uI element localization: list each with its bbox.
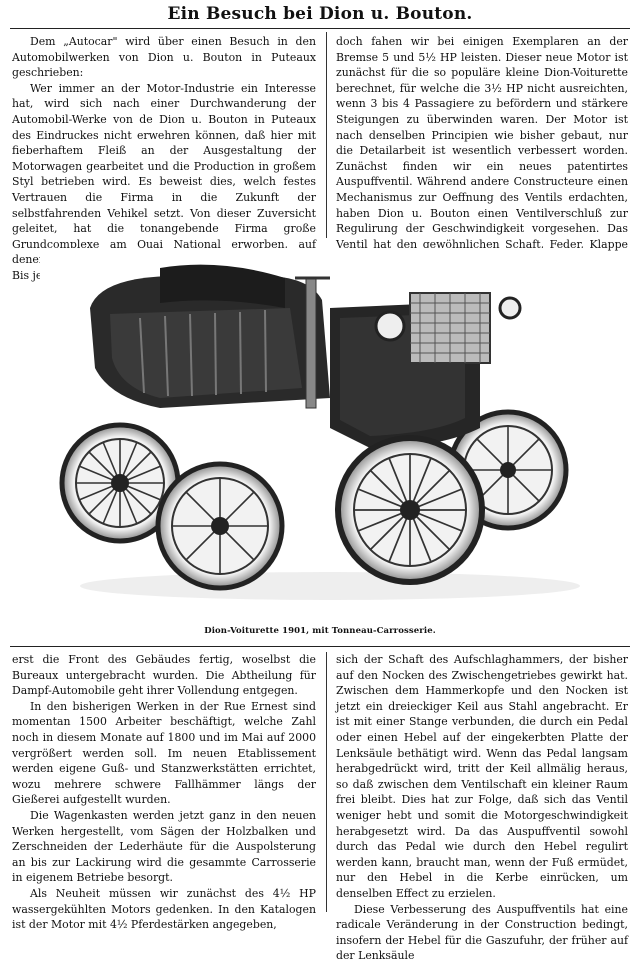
paragraph: Als Neuheit müssen wir zunächst des 4½ HP wassergekühlten Motors gedenken. In den Katalogen ist der Motor mit 4½ Pferdestärken angegeben, xyxy=(12,886,316,932)
article-title: Ein Besuch bei Dion u. Bouton. xyxy=(167,4,473,24)
paragraph: Diese Verbesserung des Auspuffventils hat eine radicale Veränderung in der Construction bedingt, insofern der Hebel für die Gaszufuhr, der früher auf der Lenksäule xyxy=(336,902,628,963)
paragraph: In den bisherigen Werken in der Rue Ernest sind momentan 1500 Arbeiter beschäftigt, welche Zahl noch in diesem Monate auf 1800 und im Mai auf 2000 vergrößert werden soll. Im neuen Etablissement werden eigene Guß- und Stanzwerkstätten errichtet, wozu mehrere schwere Fallhämmer längs der Gießerei aufgestellt wurden. xyxy=(12,699,316,807)
column-bottom-left xyxy=(12,652,316,933)
front-wheel xyxy=(338,438,482,582)
column-top-left xyxy=(12,34,316,284)
paragraph: Dem „Autocar" wird über einen Besuch in den Automobilwerken von Dion u. Bouton in Puteaux geschrieben: xyxy=(12,35,316,80)
column-divider xyxy=(326,32,327,238)
paragraph: doch fahen wir bei einigen Exemplaren an der Bremse 5 und 5½ HP leisten. Dieser neue Motor ist zunächst für die so populäre kleine Dion-Voiturette berechnet, für welche die 3½ HP nicht ausreichten, wenn 3 bis 4 Passagiere zu befördern und stärkere Steigungen zu überwinden waren. Der Motor ist nach denselben Principien wie bisher gebaut, nur die Detailarbeit ist wesentlich verbessert worden. Zunächst finden wir ein neues patentirtes Auspuffventil. Während andere Constructeure einen Mechanismus zur Oeffnung des Ventils erdachten, haben Dion u. Bouton einen Ventilverschluß zur Regulirung der Geschwindigkeit vorgesehen. Das Ventil hat den gewöhnlichen Schaft, Feder, Klappe und Splint; unterhalb derselben befindet xyxy=(336,35,628,267)
column-top-right xyxy=(336,34,628,268)
column-divider xyxy=(326,652,327,912)
car-photo xyxy=(40,248,600,620)
section-rule xyxy=(10,646,630,647)
photo-caption: Dion-Voiturette 1901, mit Tonneau-Carrosserie. xyxy=(204,626,436,636)
front-left-wheel xyxy=(158,464,282,588)
paragraph: Wer immer an der Motor-Industrie ein Interesse hat, wird sich nach einer Durchwanderung der Automobil-Werke von de Dion u. Bouton in Puteaux des Eindruckes nicht erwehren können, daß hier mit fieberhaftem Fleiß an der Ausgestaltung der Motorwagen gearbeitet und die Production in großem Styl betrieben wird. Es beweist dies, welch festes Vertrauen die Firma in die Zukunft der selbstfahrenden Vehikel setzt. Von dieser Zuversicht geleitet, hat die tonangebende Firma große Grundcomplexe am Quai National erworben, auf denen gigantische Fabriksgebäude aufgeführt werden. Bis jetzt ist aber xyxy=(12,81,316,282)
title-rule xyxy=(10,28,630,29)
paragraph: Die Wagenkasten werden jetzt ganz in den neuen Werken hergestellt, vom Sägen der Holzbalken und Zerschneiden der Lederhäute für die Auspolsterung an bis zur Lackirung wird die gesammte Carrosserie in eigenem Betriebe besorgt. xyxy=(12,808,316,885)
paragraph: sich der Schaft des Aufschlaghammers, der bisher auf den Nocken des Zwischengetriebes gewirkt hat. Zwischen dem Hammerkopfe und den Nocken ist jetzt ein dreieckiger Keil aus Stahl angebracht. Er ist mit einer Stange verbunden, die durch ein Pedal oder einen Hebel auf der eingekerbten Platte der Lenksäule bethätigt wird. Wenn das Pedal langsam herabgedrückt wird, tritt der Keil allmälig heraus, so daß zwischen dem Ventilschaft ein kleiner Raum frei bleibt. Dies hat zur Folge, daß sich das Ventil weniger hebt und somit die Motorgeschwindigkeit herabgesetzt wird. Da das Auspuffventil sowohl durch das Pedal wie durch den Hebel regulirt werden kann, braucht man, wenn der Fuß ermüdet, nur den Hebel in die Kerbe einrücken, um denselben Effect zu erzielen. xyxy=(336,653,628,900)
car-body xyxy=(90,265,520,448)
paragraph: erst die Front des Gebäudes fertig, woselbst die Bureaux untergebracht wurden. Die Abtheilung für Dampf-Automobile geht ihrer Vollendung entgegen. xyxy=(12,653,316,698)
column-bottom-right xyxy=(336,652,628,964)
